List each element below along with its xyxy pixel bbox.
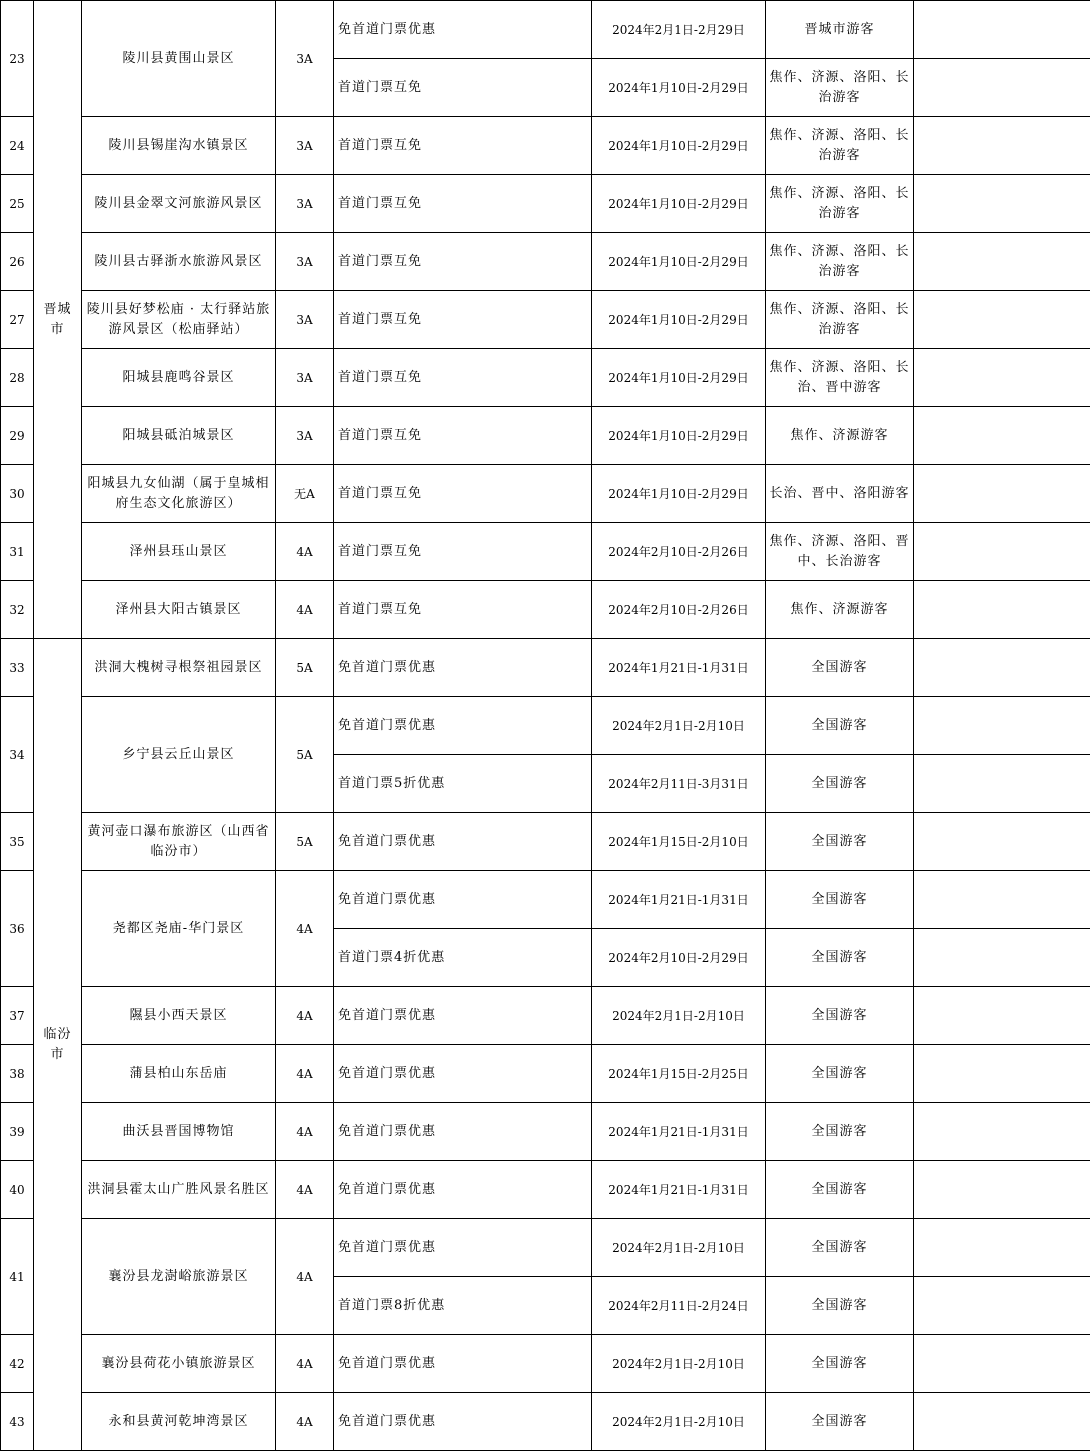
remark	[914, 929, 1090, 987]
remark	[914, 233, 1090, 291]
table-row	[1, 1103, 1090, 1161]
table-row	[1, 1045, 1090, 1103]
scenic-grade: 3A	[276, 175, 334, 233]
valid-period: 2024年2月11日-3月31日	[592, 755, 766, 813]
valid-period: 2024年1月10日-2月29日	[592, 349, 766, 407]
scenic-spot-name: 阳城县鹿鸣谷景区	[82, 349, 276, 407]
remark	[914, 349, 1090, 407]
scenic-spot-name: 陵川县金翠文河旅游风景区	[82, 175, 276, 233]
remark	[914, 755, 1090, 813]
discount-policy: 免首道门票优惠	[334, 987, 592, 1045]
discount-policy: 首道门票8折优惠	[334, 1277, 592, 1335]
scenic-spot-name: 黄河壶口瀑布旅游区（山西省临汾市）	[82, 813, 276, 871]
target-visitors: 焦作、济源游客	[766, 581, 914, 639]
row-number: 30	[1, 465, 34, 523]
valid-period: 2024年2月1日-2月10日	[592, 1219, 766, 1277]
table-row	[1, 349, 1090, 407]
scenic-spot-name: 襄汾县龙澍峪旅游景区	[82, 1219, 276, 1335]
table-row	[1, 1219, 1090, 1277]
remark	[914, 1045, 1090, 1103]
discount-policy: 首道门票互免	[334, 233, 592, 291]
row-number: 25	[1, 175, 34, 233]
discount-policy: 免首道门票优惠	[334, 871, 592, 929]
scenic-grade: 3A	[276, 349, 334, 407]
table-row	[1, 465, 1090, 523]
row-number: 24	[1, 117, 34, 175]
valid-period: 2024年1月21日-1月31日	[592, 1103, 766, 1161]
table-row	[1, 233, 1090, 291]
table-row	[1, 639, 1090, 697]
scenic-grade: 4A	[276, 1393, 334, 1451]
target-visitors: 全国游客	[766, 697, 914, 755]
row-number: 27	[1, 291, 34, 349]
discount-policy: 首道门票互免	[334, 291, 592, 349]
target-visitors: 焦作、济源游客	[766, 407, 914, 465]
scenic-spot-name: 陵川县古驿浙水旅游风景区	[82, 233, 276, 291]
scenic-spot-name: 隰县小西天景区	[82, 987, 276, 1045]
remark	[914, 639, 1090, 697]
discount-policy: 免首道门票优惠	[334, 639, 592, 697]
scenic-grade: 3A	[276, 291, 334, 349]
target-visitors: 全国游客	[766, 1277, 914, 1335]
target-visitors: 焦作、济源、洛阳、长治游客	[766, 175, 914, 233]
scenic-grade: 4A	[276, 1045, 334, 1103]
discount-policy: 首道门票互免	[334, 407, 592, 465]
scenic-spot-name: 乡宁县云丘山景区	[82, 697, 276, 813]
target-visitors: 全国游客	[766, 1393, 914, 1451]
remark	[914, 117, 1090, 175]
discount-policy: 首道门票互免	[334, 465, 592, 523]
valid-period: 2024年1月21日-1月31日	[592, 639, 766, 697]
discount-policy: 首道门票互免	[334, 117, 592, 175]
valid-period: 2024年1月21日-1月31日	[592, 871, 766, 929]
discount-policy: 首道门票5折优惠	[334, 755, 592, 813]
scenic-grade: 5A	[276, 697, 334, 813]
table-row	[1, 581, 1090, 639]
scenic-grade: 4A	[276, 1103, 334, 1161]
remark	[914, 987, 1090, 1045]
row-number: 31	[1, 523, 34, 581]
valid-period: 2024年2月1日-2月10日	[592, 697, 766, 755]
target-visitors: 全国游客	[766, 1045, 914, 1103]
scenic-grade: 4A	[276, 581, 334, 639]
discount-policy: 免首道门票优惠	[334, 1103, 592, 1161]
scenic-grade: 3A	[276, 117, 334, 175]
scenic-grade: 5A	[276, 639, 334, 697]
row-number: 26	[1, 233, 34, 291]
scenic-grade: 4A	[276, 1219, 334, 1335]
row-number: 35	[1, 813, 34, 871]
remark	[914, 59, 1090, 117]
scenic-spot-name: 陵川县黄围山景区	[82, 1, 276, 117]
row-number: 41	[1, 1219, 34, 1335]
table-row	[1, 871, 1090, 929]
discount-policy: 首道门票互免	[334, 349, 592, 407]
scenic-spot-name: 泽州县大阳古镇景区	[82, 581, 276, 639]
table-body	[1, 1, 1090, 1451]
valid-period: 2024年2月1日-2月10日	[592, 1335, 766, 1393]
table-row	[1, 1161, 1090, 1219]
target-visitors: 长治、晋中、洛阳游客	[766, 465, 914, 523]
row-number: 23	[1, 1, 34, 117]
discount-policy: 免首道门票优惠	[334, 1393, 592, 1451]
target-visitors: 焦作、济源、洛阳、长治游客	[766, 117, 914, 175]
row-number: 29	[1, 407, 34, 465]
row-number: 43	[1, 1393, 34, 1451]
remark	[914, 465, 1090, 523]
valid-period: 2024年2月1日-2月29日	[592, 1, 766, 59]
scenic-spot-name: 尧都区尧庙-华门景区	[82, 871, 276, 987]
scenic-spot-name: 襄汾县荷花小镇旅游景区	[82, 1335, 276, 1393]
scenic-spot-name: 洪洞大槐树寻根祭祖园景区	[82, 639, 276, 697]
discount-policy: 免首道门票优惠	[334, 1, 592, 59]
valid-period: 2024年1月10日-2月29日	[592, 233, 766, 291]
table-row	[1, 697, 1090, 755]
city-cell-jincheng: 晋城市	[34, 1, 82, 639]
target-visitors: 全国游客	[766, 929, 914, 987]
table-row	[1, 291, 1090, 349]
discount-policy: 免首道门票优惠	[334, 1045, 592, 1103]
remark	[914, 175, 1090, 233]
scenic-grade: 4A	[276, 1161, 334, 1219]
discount-policy: 首道门票互免	[334, 175, 592, 233]
valid-period: 2024年1月15日-2月10日	[592, 813, 766, 871]
discount-policy: 免首道门票优惠	[334, 1219, 592, 1277]
row-number: 32	[1, 581, 34, 639]
discount-policy: 免首道门票优惠	[334, 1161, 592, 1219]
remark	[914, 1393, 1090, 1451]
target-visitors: 全国游客	[766, 1335, 914, 1393]
table-row	[1, 407, 1090, 465]
discount-policy: 首道门票互免	[334, 523, 592, 581]
remark	[914, 871, 1090, 929]
table-row	[1, 175, 1090, 233]
valid-period: 2024年1月10日-2月29日	[592, 59, 766, 117]
target-visitors: 全国游客	[766, 871, 914, 929]
valid-period: 2024年1月10日-2月29日	[592, 175, 766, 233]
table-row	[1, 523, 1090, 581]
scenic-grade: 3A	[276, 407, 334, 465]
row-number: 38	[1, 1045, 34, 1103]
remark	[914, 1335, 1090, 1393]
discount-policy: 免首道门票优惠	[334, 1335, 592, 1393]
valid-period: 2024年1月21日-1月31日	[592, 1161, 766, 1219]
target-visitors: 焦作、济源、洛阳、长治游客	[766, 59, 914, 117]
table-row	[1, 1335, 1090, 1393]
remark	[914, 523, 1090, 581]
valid-period: 2024年2月1日-2月10日	[592, 987, 766, 1045]
remark	[914, 813, 1090, 871]
valid-period: 2024年2月10日-2月26日	[592, 581, 766, 639]
remark	[914, 1161, 1090, 1219]
target-visitors: 全国游客	[766, 1103, 914, 1161]
target-visitors: 全国游客	[766, 813, 914, 871]
valid-period: 2024年1月10日-2月29日	[592, 465, 766, 523]
scenic-spot-name: 阳城县砥泊城景区	[82, 407, 276, 465]
discount-policy: 首道门票互免	[334, 59, 592, 117]
row-number: 28	[1, 349, 34, 407]
target-visitors: 全国游客	[766, 639, 914, 697]
row-number: 34	[1, 697, 34, 813]
valid-period: 2024年1月10日-2月29日	[592, 407, 766, 465]
discount-policy: 首道门票互免	[334, 581, 592, 639]
target-visitors: 焦作、济源、洛阳、长治游客	[766, 291, 914, 349]
target-visitors: 焦作、济源、洛阳、晋中、长治游客	[766, 523, 914, 581]
scenic-grade: 4A	[276, 1335, 334, 1393]
valid-period: 2024年2月10日-2月29日	[592, 929, 766, 987]
discount-policy: 首道门票4折优惠	[334, 929, 592, 987]
scenic-grade: 4A	[276, 987, 334, 1045]
scenic-spot-name: 陵川县好梦松庙 · 太行驿站旅游风景区（松庙驿站）	[82, 291, 276, 349]
remark	[914, 1, 1090, 59]
valid-period: 2024年1月15日-2月25日	[592, 1045, 766, 1103]
discount-policy: 免首道门票优惠	[334, 813, 592, 871]
scenic-spot-name: 泽州县珏山景区	[82, 523, 276, 581]
scenic-grade: 无A	[276, 465, 334, 523]
valid-period: 2024年1月10日-2月29日	[592, 117, 766, 175]
target-visitors: 焦作、济源、洛阳、长治游客	[766, 233, 914, 291]
target-visitors: 全国游客	[766, 987, 914, 1045]
row-number: 33	[1, 639, 34, 697]
target-visitors: 晋城市游客	[766, 1, 914, 59]
target-visitors: 全国游客	[766, 1219, 914, 1277]
remark	[914, 1103, 1090, 1161]
table-row	[1, 813, 1090, 871]
scenic-spot-name: 永和县黄河乾坤湾景区	[82, 1393, 276, 1451]
remark	[914, 407, 1090, 465]
discount-policy: 免首道门票优惠	[334, 697, 592, 755]
target-visitors: 焦作、济源、洛阳、长治、晋中游客	[766, 349, 914, 407]
row-number: 36	[1, 871, 34, 987]
table-row	[1, 1, 1090, 59]
remark	[914, 291, 1090, 349]
row-number: 42	[1, 1335, 34, 1393]
remark	[914, 697, 1090, 755]
row-number: 40	[1, 1161, 34, 1219]
row-number: 37	[1, 987, 34, 1045]
table-row	[1, 117, 1090, 175]
scenic-spot-name: 蒲县柏山东岳庙	[82, 1045, 276, 1103]
valid-period: 2024年2月1日-2月10日	[592, 1393, 766, 1451]
remark	[914, 1277, 1090, 1335]
scenic-grade: 3A	[276, 1, 334, 117]
table-row	[1, 987, 1090, 1045]
row-number: 39	[1, 1103, 34, 1161]
remark	[914, 1219, 1090, 1277]
scenic-grade: 4A	[276, 523, 334, 581]
scenic-grade: 5A	[276, 813, 334, 871]
valid-period: 2024年2月10日-2月26日	[592, 523, 766, 581]
remark	[914, 581, 1090, 639]
valid-period: 2024年2月11日-2月24日	[592, 1277, 766, 1335]
scenic-spot-name: 阳城县九女仙湖（属于皇城相府生态文化旅游区）	[82, 465, 276, 523]
target-visitors: 全国游客	[766, 1161, 914, 1219]
scenic-spot-name: 曲沃县晋国博物馆	[82, 1103, 276, 1161]
scenic-spot-name: 陵川县锡崖沟水镇景区	[82, 117, 276, 175]
scenic-grade: 4A	[276, 871, 334, 987]
scenic-grade: 3A	[276, 233, 334, 291]
scenic-spot-name: 洪洞县霍太山广胜风景名胜区	[82, 1161, 276, 1219]
valid-period: 2024年1月10日-2月29日	[592, 291, 766, 349]
city-cell-linfen: 临汾市	[34, 639, 82, 1451]
table-row	[1, 1393, 1090, 1451]
target-visitors: 全国游客	[766, 755, 914, 813]
